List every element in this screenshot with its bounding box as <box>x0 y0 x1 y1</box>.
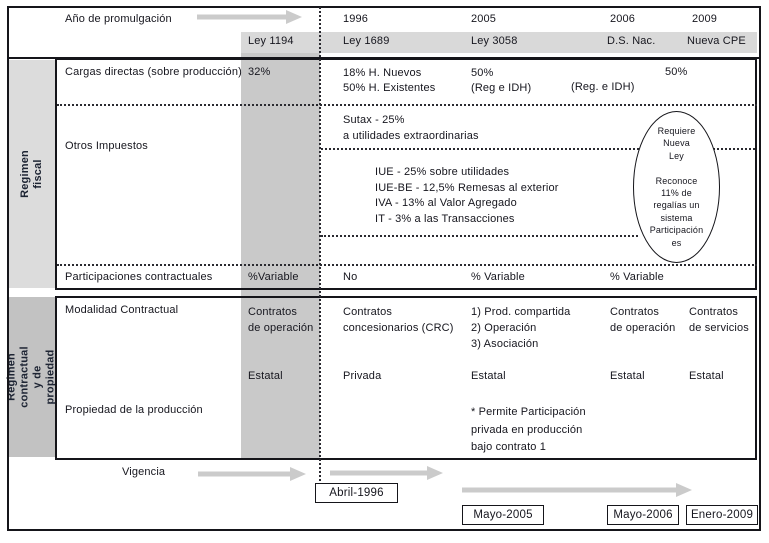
participaciones-1996-cell: No <box>343 271 358 283</box>
participaciones-2006-cell: % Variable <box>610 271 664 283</box>
annotation-ellipse <box>633 111 720 263</box>
dotted-divider-taxes <box>321 235 638 237</box>
vigencia-label: Vigencia <box>122 466 166 478</box>
law-ley1689: Ley 1689 <box>343 35 390 47</box>
participaciones-ley1194-cell: %Variable <box>248 271 299 283</box>
timeline-arrow-2005-icon <box>462 481 692 498</box>
year-2005: 2005 <box>471 13 497 25</box>
propiedad-1996-cell: Privada <box>343 370 382 382</box>
date-box-enero-2009: Enero-2009 <box>686 505 758 525</box>
fiscal-regime-band-label: Regimen fiscal <box>19 150 45 198</box>
modalidad-ley1194-cell: Contratos de operación <box>248 306 314 334</box>
arrow-head <box>427 466 443 480</box>
vigencia-right-arrow-icon <box>198 465 306 483</box>
modalidad-row-label: Modalidad Contractual <box>65 304 179 316</box>
sutax-cell: Sutax - 25% a utilidades extraordinarias <box>343 114 479 142</box>
promulgation-label: Año de promulgación <box>65 13 172 25</box>
date-box-mayo-2006: Mayo-2006 <box>607 505 679 525</box>
cargas-row-label: Cargas directas (sobre producción) <box>65 66 242 78</box>
tax-list-cell: IUE - 25% sobre utilidades IUE-BE - 12,5% Remesas al exterior IVA - 13% al Valor Agregado IT - 3% a las Transacciones <box>375 166 559 225</box>
year-2006: 2006 <box>610 13 636 25</box>
law-ley3058: Ley 3058 <box>471 35 518 47</box>
arrow-head <box>676 483 692 497</box>
propiedad-ley1194-cell: Estatal <box>248 370 283 382</box>
cargas-ley1194-cell: 32% <box>248 66 271 78</box>
timeline-arrow-1996-icon <box>330 464 443 481</box>
otros-row-label: Otros Impuestos <box>65 140 148 152</box>
propiedad-2005-cell: Estatal <box>471 370 506 382</box>
modalidad-1996-cell: Contratos concesionarios (CRC) <box>343 306 454 334</box>
promulgation-right-arrow-icon <box>197 8 302 26</box>
dotted-divider-participaciones <box>57 264 757 266</box>
arrow-bar <box>198 472 293 477</box>
arrow-bar <box>462 487 679 492</box>
arrow-bar <box>330 470 430 475</box>
arrow-head <box>290 467 306 481</box>
propiedad-2006-cell: Estatal <box>610 370 645 382</box>
law-ley1194: Ley 1194 <box>248 35 294 47</box>
cargas-2006-2009-percent: 50% <box>665 66 688 78</box>
participaciones-2005-cell: % Variable <box>471 271 525 283</box>
cargas-2005-cell: 50% (Reg e IDH) <box>471 67 532 94</box>
modalidad-2005-cell: 1) Prod. compartida 2) Operación 3) Asociación <box>471 306 571 350</box>
propiedad-2009-cell: Estatal <box>689 370 724 382</box>
annotation-ellipse-text: Requiere Nueva Ley Reconoce 11% de regalías un sistema Participación es <box>649 125 704 248</box>
dotted-divider-1996-column <box>319 7 321 485</box>
contractual-regime-band-label: Regimen contractual y de propiedad <box>6 346 58 408</box>
law-nueva-cpe: Nueva CPE <box>687 35 746 47</box>
arrow-bar <box>197 15 289 20</box>
year-2009: 2009 <box>692 13 718 25</box>
modalidad-2006-cell: Contratos de operación <box>610 306 676 334</box>
arrow-head <box>286 10 302 24</box>
modalidad-2009-cell: Contratos de servicios <box>689 306 749 334</box>
date-box-abril-1996: Abril-1996 <box>315 483 398 503</box>
year-1996: 1996 <box>343 13 369 25</box>
cargas-2006-subtext: (Reg. e IDH) <box>571 81 635 93</box>
propiedad-row-label: Propiedad de la producción <box>65 404 203 416</box>
propiedad-2005-note: * Permite Participación privada en producción bajo contrato 1 <box>471 406 586 453</box>
cargas-1996-cell: 18% H. Nuevos 50% H. Existentes <box>343 67 436 94</box>
date-box-mayo-2005: Mayo-2005 <box>462 505 544 525</box>
law-ds-nac: D.S. Nac. <box>607 35 656 47</box>
participaciones-row-label: Participaciones contractuales <box>65 271 213 283</box>
dotted-divider-cargas <box>57 104 757 106</box>
